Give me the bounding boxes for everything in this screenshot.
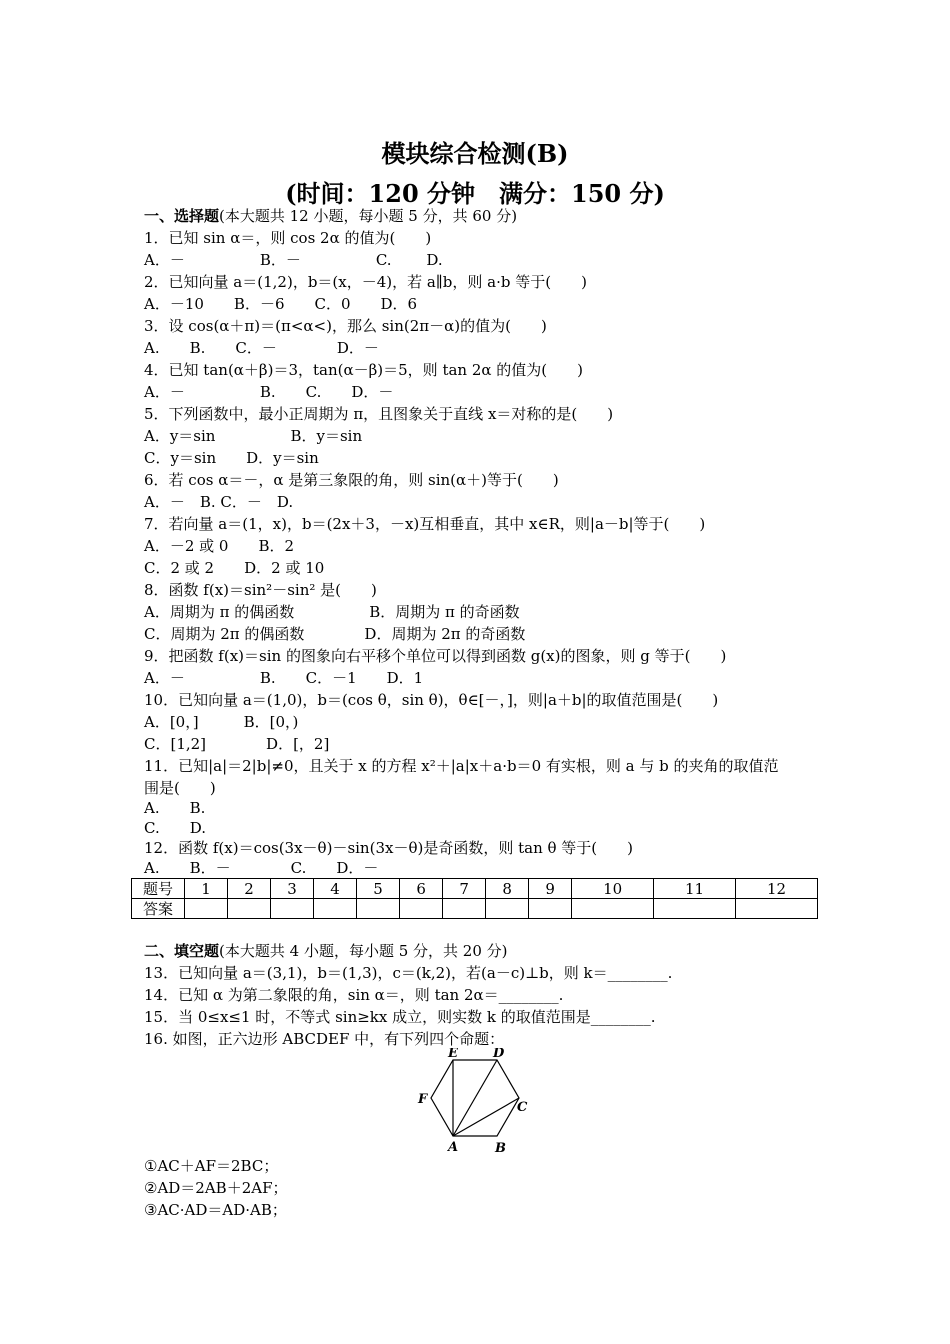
option-line: A．y＝sin B．y＝sin — [144, 427, 363, 445]
question-line: 6．若 cos α＝－，α 是第三象限的角，则 sin(α＋)等于( ) — [144, 471, 559, 489]
answer-cell[interactable] — [357, 899, 400, 919]
table-cell: 8 — [486, 879, 529, 899]
question-line: 5．下列函数中，最小正周期为 π，且图象关于直线 x＝对称的是( ) — [144, 405, 614, 423]
answer-cell[interactable] — [271, 899, 314, 919]
hexagon-figure — [415, 1048, 535, 1158]
table-cell: 5 — [357, 879, 400, 899]
answer-cell[interactable] — [572, 899, 654, 919]
option-line: C．y＝sin D．y＝sin — [144, 449, 319, 467]
option-line: A．－ B. C. D．－ — [144, 383, 394, 401]
table-cell: 11 — [654, 879, 736, 899]
section-title: 二、填空题 — [144, 942, 220, 960]
option-line: A．－ B. C．－1 D．1 — [144, 669, 424, 687]
option-line: A. B. — [144, 799, 206, 817]
section-heading — [144, 205, 517, 227]
option-line: A．[0，] B．[0，) — [144, 713, 299, 731]
question-line: 3．设 cos(α＋π)＝(π<α<)，那么 sin(2π－α)的值为( ) — [144, 317, 547, 335]
table-header-cell: 题号 — [132, 879, 185, 899]
question-line: 15．当 0≤x≤1 时，不等式 sin≥kx 成立，则实数 k 的取值范围是________. — [144, 1008, 656, 1026]
table-cell: 2 — [228, 879, 271, 899]
option-line: A．周期为 π 的偶函数 B．周期为 π 的奇函数 — [144, 603, 520, 621]
option-line: C．周期为 2π 的偶函数 D．周期为 2π 的奇函数 — [144, 625, 526, 643]
answer-cell[interactable] — [529, 899, 572, 919]
proposition-line: ②AD＝2AB＋2AF； — [144, 1179, 288, 1197]
diagonal-ad — [453, 1060, 497, 1136]
question-line: 2．已知向量 a＝(1,2)，b＝(x，－4)，若 a∥b，则 a·b 等于( ) — [144, 273, 587, 291]
table-row — [132, 879, 818, 899]
section-note: (本大题共 4 小题，每小题 5 分，共 20 分) — [219, 942, 508, 960]
table-cell: 1 — [185, 879, 228, 899]
vertex-label-a: A — [448, 1140, 459, 1155]
question-line: 7．若向量 a＝(1，x)，b＝(2x＋3，－x)互相垂直，其中 x∈R，则|a－b|等于( ) — [144, 515, 706, 533]
question-line: 10．已知向量 a＝(1,0)，b＝(cos θ，sin θ)，θ∈[－，]，则|a＋b|的取值范围是( ) — [144, 691, 719, 709]
vertex-label-c: C — [517, 1100, 528, 1115]
answer-cell[interactable] — [228, 899, 271, 919]
question-line: 12．函数 f(x)＝cos(3x－θ)－sin(3x－θ)是奇函数，则 tan θ 等于( ) — [144, 839, 634, 857]
question-line: 8．函数 f(x)＝sin²－sin² 是( ) — [144, 581, 377, 599]
proposition-line: ③AC·AD＝AD·AB； — [144, 1201, 287, 1219]
vertex-label-d: D — [493, 1048, 505, 1061]
table-cell: 4 — [314, 879, 357, 899]
table-cell: 9 — [529, 879, 572, 899]
question-line: 围是( ) — [144, 779, 216, 797]
page-title: 模块综合检测(B) — [381, 139, 569, 168]
question-line: 14．已知 α 为第二象限的角，sin α＝，则 tan 2α＝________. — [144, 986, 564, 1004]
table-cell: 3 — [271, 879, 314, 899]
question-line: 1．已知 sin α＝，则 cos 2α 的值为( ) — [144, 229, 432, 247]
table-cell: 6 — [400, 879, 443, 899]
answer-cell[interactable] — [443, 899, 486, 919]
answer-cell[interactable] — [736, 899, 818, 919]
answer-cell[interactable] — [400, 899, 443, 919]
option-line: A．－2 或 0 B．2 — [144, 537, 295, 555]
page-subtitle: (时间：120 分钟 满分：150 分) — [285, 179, 665, 208]
option-line: A．－ B．－ C. D. — [144, 251, 443, 269]
question-line: 11．已知|a|＝2|b|≠0，且关于 x 的方程 x²＋|a|x＋a·b＝0 有实根，则 a 与 b 的夹角的取值范 — [144, 757, 779, 775]
option-line: A．－ B. C．－ D. — [144, 493, 294, 511]
option-line: C．2 或 2 D．2 或 10 — [144, 559, 325, 577]
vertex-label-f: F — [418, 1092, 428, 1107]
answer-cell[interactable] — [654, 899, 736, 919]
answer-table — [131, 878, 818, 919]
option-line: A. B. C．－ D．－ — [144, 339, 379, 357]
option-line: A．－10 B．－6 C．0 D．6 — [144, 295, 418, 313]
question-line: 13．已知向量 a＝(3,1)，b＝(1,3)，c＝(k,2)，若(a－c)⊥b，则 k＝________. — [144, 964, 673, 982]
vertex-label-b: B — [495, 1141, 506, 1156]
option-line: C．[1,2] D．[，2] — [144, 735, 330, 753]
option-line: C. D. — [144, 819, 206, 837]
answer-cell[interactable] — [486, 899, 529, 919]
table-cell: 12 — [736, 879, 818, 899]
table-row — [132, 899, 818, 919]
question-line: 9．把函数 f(x)＝sin 的图象向右平移个单位可以得到函数 g(x)的图象，则 g 等于( ) — [144, 647, 727, 665]
question-line: 4．已知 tan(α＋β)＝3，tan(α－β)＝5，则 tan 2α 的值为( ) — [144, 361, 583, 379]
vertex-label-e: E — [448, 1048, 458, 1061]
table-cell: 7 — [443, 879, 486, 899]
option-line: A. B．－ C. D．－ — [144, 859, 379, 877]
section-heading — [144, 940, 508, 962]
answer-cell[interactable] — [185, 899, 228, 919]
proposition-line: ①AC＋AF＝2BC； — [144, 1157, 279, 1175]
question-line: 16. 如图，正六边形 ABCDEF 中，有下列四个命题： — [144, 1030, 505, 1048]
diagonal-ac — [453, 1098, 519, 1136]
section-note: (本大题共 12 小题，每小题 5 分，共 60 分) — [219, 207, 518, 225]
section-title: 一、选择题 — [144, 207, 220, 225]
answer-cell[interactable] — [314, 899, 357, 919]
table-header-cell: 答案 — [132, 899, 185, 919]
table-cell: 10 — [572, 879, 654, 899]
